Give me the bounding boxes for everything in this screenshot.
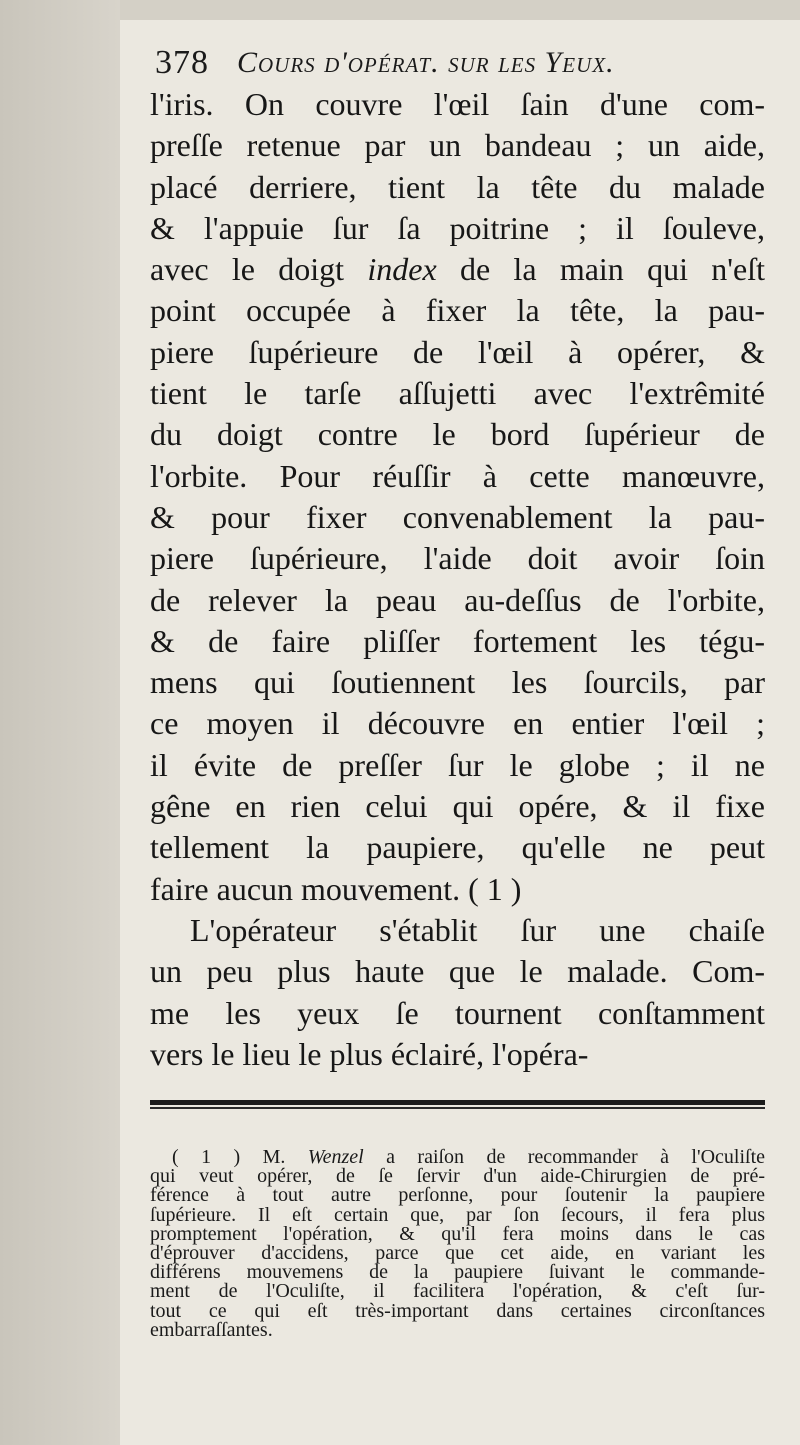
footnote-line: qui veut opérer, de ſe ſervir d'un aide-Chirurgien de pré- xyxy=(150,1165,765,1188)
footnote xyxy=(150,1148,765,1340)
body-line: de relever la peau au-deſſus de l'orbite, xyxy=(150,581,765,618)
body-line: un peu plus haute que le malade. Com- xyxy=(150,953,765,990)
running-title: Cours d'opérat. sur les Yeux. xyxy=(237,46,615,79)
body-text xyxy=(150,84,765,1075)
body-line: vers le lieu le plus éclairé, l'opéra- xyxy=(150,1035,589,1072)
page-header xyxy=(155,36,765,86)
body-line: placé derriere, tient la tête du malade xyxy=(150,168,765,205)
body-line: tient le tarſe aſſujetti avec l'extrêmité xyxy=(150,375,765,412)
footnote-line: d'éprouver d'accidens, parce que cet aide, en variant les xyxy=(150,1241,765,1264)
footnote-line: tout ce qui eſt très-important dans certaines circonſtances xyxy=(150,1299,765,1322)
body-line: point occupée à fixer la tête, la pau- xyxy=(150,292,765,329)
page-gutter xyxy=(0,0,120,1445)
footnote-line: promptement l'opération, & qu'il fera moins dans le cas xyxy=(150,1222,765,1245)
body-line: avec le doigt index de la main qui n'eſt xyxy=(150,251,766,288)
body-line: gêne en rien celui qui opére, & il fixe xyxy=(150,788,765,825)
footnote-line: ment de l'Oculiſte, il facilitera l'opération, & c'eſt ſur- xyxy=(150,1280,765,1303)
body-line: l'iris. On couvre l'œil ſain d'une com- xyxy=(150,86,765,122)
body-line: me les yeux ſe tournent conſtamment xyxy=(150,994,765,1031)
page-number: 378 xyxy=(155,44,209,81)
footnote-line: différens mouvemens de la paupiere ſuivant le commande- xyxy=(150,1261,765,1284)
body-line: & pour fixer convenablement la pau- xyxy=(150,498,765,535)
body-line: du doigt contre le bord ſupérieur de xyxy=(150,416,765,453)
body-line: preſſe retenue par un bandeau ; un aide, xyxy=(150,127,765,164)
body-line: L'opérateur s'établit ſur une chaiſe xyxy=(190,911,765,948)
footnote-line: embarraſſantes. xyxy=(150,1318,273,1341)
body-line: tellement la paupiere, qu'elle ne peut xyxy=(150,829,765,866)
body-line: & de faire pliſſer fortement les tégu- xyxy=(150,622,765,659)
body-line: il évite de preſſer ſur le globe ; il ne xyxy=(150,746,765,783)
footnote-rule xyxy=(150,1100,765,1110)
body-line: piere ſupérieure de l'œil à opérer, & xyxy=(150,333,765,370)
body-line: piere ſupérieure, l'aide doit avoir ſoin xyxy=(150,540,765,577)
footnote-line: ſupérieure. Il eſt certain que, par ſon ſecours, il fera plus xyxy=(150,1203,765,1226)
footnote-line: férence à tout autre perſonne, pour ſoutenir la paupiere xyxy=(150,1184,765,1207)
body-line: mens qui ſoutiennent les ſourcils, par xyxy=(150,664,765,701)
body-line: l'orbite. Pour réuſſir à cette manœuvre, xyxy=(150,457,765,494)
body-line: & l'appuie ſur ſa poitrine ; il ſouleve, xyxy=(150,209,765,246)
body-line: ce moyen il découvre en entier l'œil ; xyxy=(150,705,765,742)
footnote-line: ( 1 ) M. Wenzel a raiſon de recommander à l'Oculiſte xyxy=(172,1146,766,1168)
body-line: faire aucun mouvement. ( 1 ) xyxy=(150,870,522,907)
